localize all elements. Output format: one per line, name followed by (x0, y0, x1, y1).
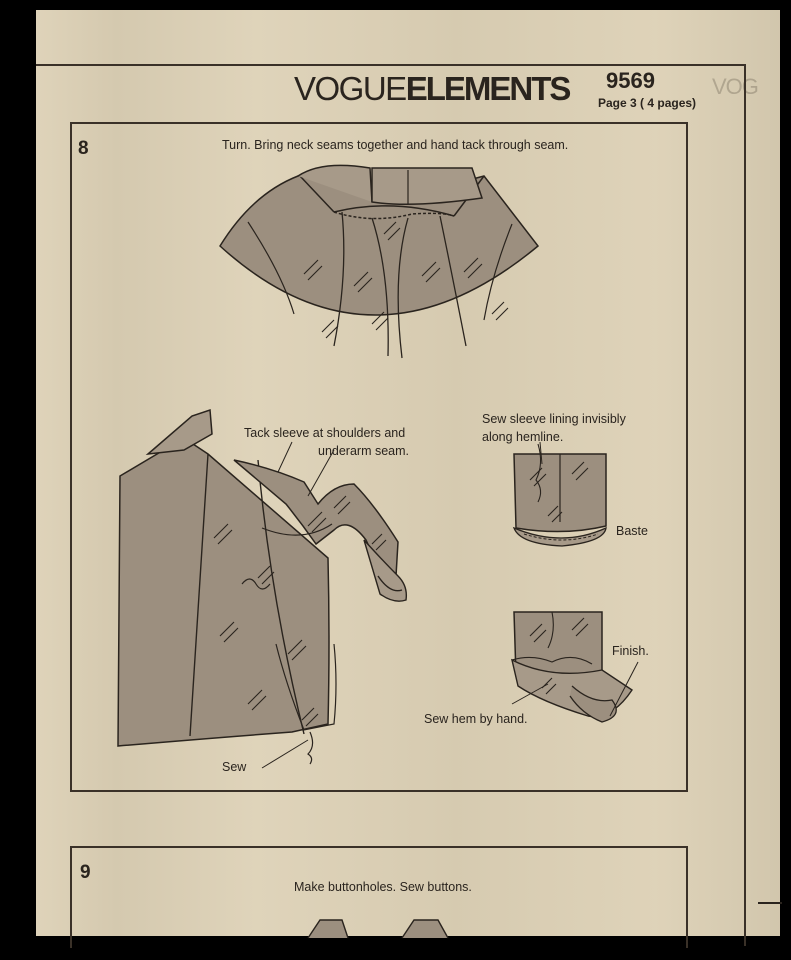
brand-logo: VOGUEELEMENTS (294, 70, 570, 107)
step-9-panel (70, 846, 688, 948)
tack-sleeve-label-line2: underarm seam. (318, 444, 410, 458)
step-8-panel (70, 122, 688, 792)
sew-lining-label-line2: along hemline. (482, 430, 564, 444)
tack-sleeve-label-line1: Tack sleeve at shoulders and (244, 426, 406, 440)
step-number: 9 (80, 862, 91, 883)
pattern-instruction-sheet (36, 10, 780, 936)
sew-hem-label: Sew hem by hand. (424, 712, 528, 726)
step-number: 8 (78, 138, 89, 159)
finish-label: Finish. (612, 644, 649, 658)
step-instruction: Make buttonholes. Sew buttons. (294, 880, 472, 894)
edge-mark (758, 902, 782, 904)
pattern-number: 9569 (606, 68, 655, 93)
sew-lining-label-line1: Sew sleeve lining invisibly (482, 412, 626, 426)
step-instruction: Turn. Bring neck seams together and hand tack through seam. (222, 138, 569, 152)
buttons-illustration (72, 848, 686, 948)
page-info: Page 3 ( 4 pages) (598, 96, 697, 110)
baste-label: Baste (616, 524, 648, 538)
sew-label: Sew (222, 760, 247, 774)
bleed-through-text: VOG (712, 74, 758, 99)
